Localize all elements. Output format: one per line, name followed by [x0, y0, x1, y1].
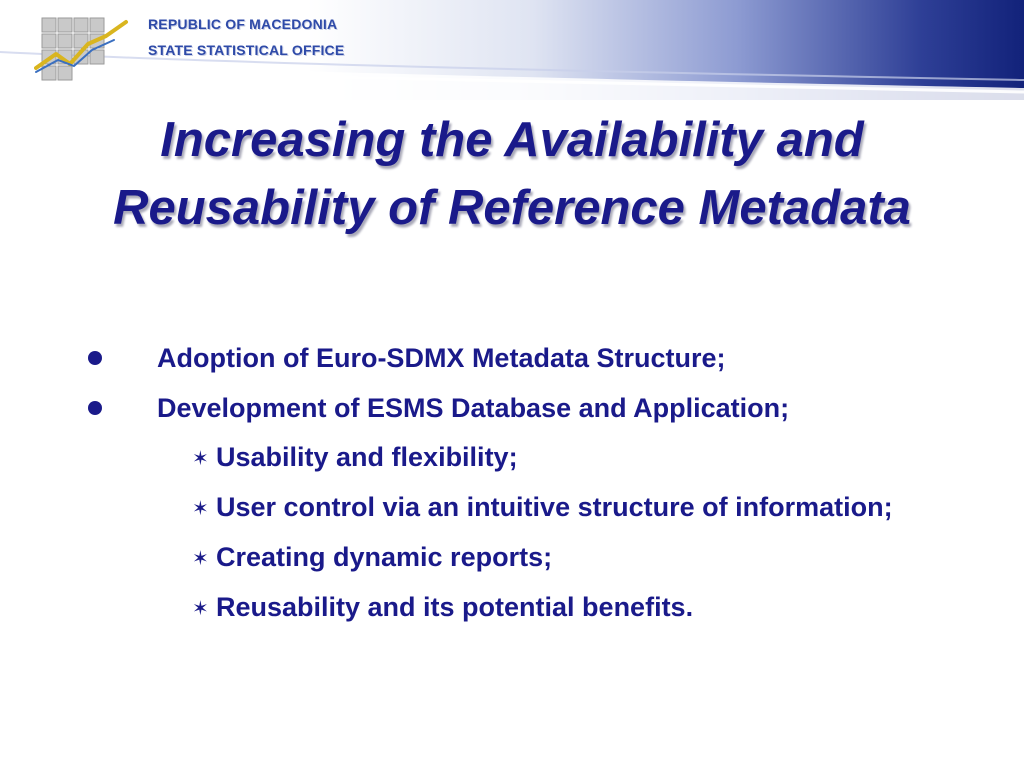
sub-bullet-item [0, 438, 1024, 477]
org-name-line2: STATE STATISTICAL OFFICE [148, 42, 345, 58]
bullet-list [0, 338, 1024, 638]
bullet-item [0, 388, 1024, 428]
bullet-text: Development of ESMS Database and Application; [157, 393, 790, 423]
six-pointed-star-icon: ✶ [192, 596, 209, 620]
bullet-text: Adoption of Euro-SDMX Metadata Structure; [157, 343, 726, 373]
org-name-line1: REPUBLIC OF MACEDONIA [148, 16, 338, 32]
six-pointed-star-icon: ✶ [192, 546, 209, 570]
six-pointed-star-icon: ✶ [192, 496, 209, 520]
round-bullet-icon [88, 351, 102, 365]
sub-bullet-text: Reusability and its potential benefits. [216, 592, 694, 622]
sub-bullet-text: Usability and flexibility; [216, 442, 518, 472]
six-pointed-star-icon: ✶ [192, 446, 209, 470]
sub-bullet-item [0, 538, 1024, 577]
statistics-logo-icon [34, 14, 130, 86]
header-band [0, 0, 1024, 100]
sub-bullet-item [0, 588, 1024, 627]
bullet-item [0, 338, 1024, 378]
round-bullet-icon [88, 401, 102, 415]
slide-title: Increasing the Availability and Reusability of Reference Metadata [113, 113, 911, 235]
sub-bullet-item [0, 488, 1024, 527]
sub-bullet-text: Creating dynamic reports; [216, 542, 553, 572]
sub-bullet-text: User control via an intuitive structure of information; [216, 492, 893, 522]
